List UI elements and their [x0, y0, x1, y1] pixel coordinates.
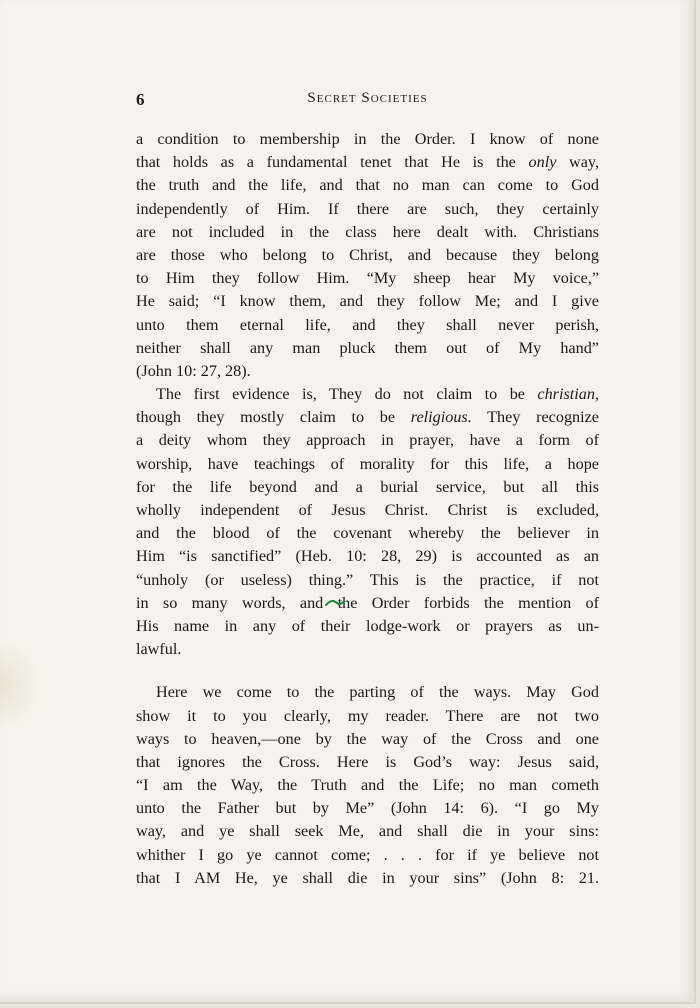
text-line: ways to heaven,—one by the way of the Cross and one — [136, 729, 599, 748]
text-line: “I am the Way, the Truth and the Life; no man cometh — [136, 776, 599, 795]
pen-stroke — [326, 601, 344, 605]
emphasis: christian, — [537, 385, 599, 404]
text-line: though they mostly claim to be religious. They recognize — [136, 408, 599, 427]
text-line: for the life beyond and a burial service, but all this — [136, 477, 599, 496]
text-line: and the blood of the covenant whereby the believer in — [136, 524, 599, 543]
page-header — [136, 90, 599, 112]
paper-stain — [0, 640, 40, 730]
emphasis: religious. — [410, 408, 472, 427]
text-line: way, and ye shall seek Me, and shall die in your sins: — [136, 822, 599, 841]
running-title: Secret Societies — [307, 90, 428, 106]
text-line: wholly independent of Jesus Christ. Christ is excluded, — [136, 501, 599, 519]
emphasis: only — [528, 153, 557, 172]
text-line: independently of Him. If there are such, they certainly — [136, 199, 599, 218]
text-line: show it to you clearly, my reader. There are not two — [136, 706, 599, 725]
text-line: that ignores the Cross. Here is God’s way: Jesus said, — [136, 752, 599, 771]
text-line: whither I go ye cannot come; . . . for if ye believe not — [136, 845, 599, 864]
text-line: Him “is sanctified” (Heb. 10: 28, 29) is accounted as an — [136, 547, 599, 566]
paragraph-1 — [136, 128, 599, 383]
text-line: Here we come to the parting of the ways. May God — [156, 683, 599, 702]
paragraph-2 — [136, 383, 599, 661]
text-line: lawful. — [136, 640, 182, 659]
text-line: a deity whom they approach in prayer, have a form of — [136, 431, 599, 450]
text-line: that holds as a fundamental tenet that He is the only way, — [136, 153, 599, 172]
body-text — [136, 128, 599, 890]
text-line: unto them eternal life, and they shall never perish, — [136, 315, 599, 334]
text-line: are those who belong to Christ, and because they belong — [136, 245, 599, 264]
text-line: the truth and the life, and that no man can come to God — [136, 176, 599, 195]
text-line: worship, have teachings of morality for this life, a hope — [136, 454, 599, 473]
text-line: a condition to membership in the Order. I know of none — [136, 130, 599, 148]
text-line: The first evidence is, They do not claim to be christian, — [156, 385, 599, 404]
text-line: unto the Father but by Me” (John 14: 6). “I go My — [136, 799, 599, 818]
text-line: to Him they follow Him. “My sheep hear My voice,” — [136, 269, 599, 288]
text-line: His name in any of their lodge-work or prayers as un- — [136, 616, 599, 635]
paragraph-3 — [136, 681, 599, 890]
green-pen-mark — [325, 598, 345, 608]
text-line: are not included in the class here dealt with. Christians — [136, 222, 599, 241]
text-line: in so many words, and the Order forbids the mention of — [136, 593, 599, 612]
page-number: 6 — [136, 90, 145, 109]
paragraph-gap — [136, 661, 599, 681]
text-line: (John 10: 27, 28). — [136, 361, 251, 380]
text-line: He said; “I know them, and they follow Me; and I give — [136, 292, 599, 311]
text-line: that I AM He, ye shall die in your sins” (John 8: 21. — [136, 868, 599, 887]
text-line: “unholy (or useless) thing.” This is the practice, if not — [136, 570, 599, 589]
text-line: neither shall any man pluck them out of My hand” — [136, 338, 599, 357]
